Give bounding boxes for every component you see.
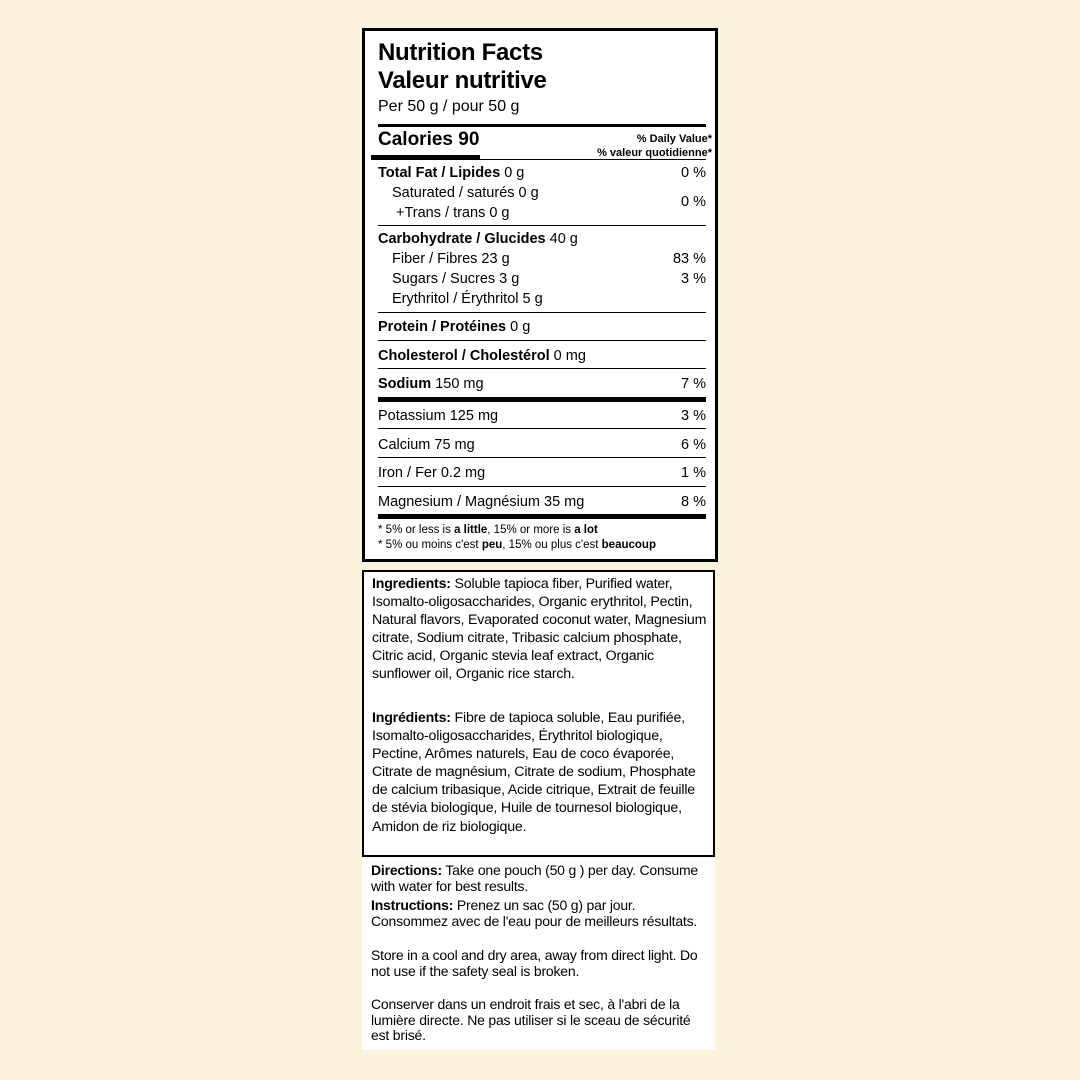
footnote-bold: beaucoup [601,539,656,551]
divider [378,368,706,369]
row-erythritol: Erythritol / Érythritol 5 g [392,291,543,307]
magnesium-pct: 8 % [681,494,706,510]
divider [378,159,706,160]
footnote-text: , 15% ou plus c'est [502,539,602,551]
thick-divider [378,514,706,519]
directions-fr [371,898,705,929]
thick-divider [378,397,706,402]
row-fiber [378,250,706,268]
directions-en [371,863,705,894]
iron-label: Iron / Fer 0.2 mg [378,465,486,481]
row-sugars [378,270,706,288]
sat-trans-pct: 0 % [681,194,706,210]
row-total-fat [378,164,706,182]
ingredients-en [372,575,707,684]
row-magnesium [378,493,706,511]
footnote-text: * 5% ou moins c'est [378,539,482,551]
footnote-bold: a lot [574,524,598,536]
directions-fr-text: Prenez un sac (50 g) par jour. Consommez avec de l'eau pour de meilleurs résultats. [371,897,698,929]
storage-fr: Conserver dans un endroit frais et sec, à l'abri de la lumière directe. Ne pas utiliser si le sceau de sécurité est brisé. [371,996,691,1044]
row-calcium [378,436,706,454]
fat-value: 0 g [504,165,525,181]
dv-en: % Daily Value* [636,133,712,145]
carb-label: Carbohydrate / Glucides [378,231,546,247]
calories: Calories 90 [378,129,480,150]
carb-value: 40 g [549,231,578,247]
divider [378,428,706,429]
fat-label: Total Fat / Lipides [378,165,501,181]
ingredients-fr-text: Fibre de tapioca soluble, Eau purifiée, Isomalto-oligosaccharides, Érythritol biologique, Pectine, Arômes naturels, Eau de coco évaporée, Citrate de magnésium, Citrate de sodium, Phosphate de calcium tribasique, Acide citrique, Extrait de feuille de stévia biologique, Huile de tournesol biologique, Amidon de riz biologique. [372,710,696,835]
row-saturated: Saturated / saturés 0 g [392,185,539,201]
row-potassium [378,407,706,425]
nutrition-title [378,39,547,95]
storage-en: Store in a cool and dry area, away from direct light. Do not use if the safety seal is broken. [371,947,698,979]
footnote-text: , 15% or more is [487,524,575,536]
ingredients-fr [372,709,707,836]
chol-label: Cholesterol / Cholestérol [378,348,550,364]
row-protein [378,318,706,336]
sodium-value: 150 mg [435,376,484,392]
row-carbohydrate [378,230,706,248]
row-trans: +Trans / trans 0 g [396,205,510,221]
title-fr: Valeur nutritive [378,67,547,94]
directions-fr-label: Instructions: [371,897,454,913]
row-cholesterol [378,347,706,365]
dv-fr: % valeur quotidienne* [597,147,712,159]
footnote-fr [378,538,656,553]
ingredients-en-label: Ingredients: [372,576,451,592]
divider [378,340,706,341]
footnote-bold: a little [454,524,488,536]
calcium-pct: 6 % [681,437,706,453]
ingredients-en-text: Soluble tapioca fiber, Purified water, Isomalto-oligosaccharides, Organic erythritol, Pectin, Natural flavors, Evaporated coconut water, Magnesium citrate, Sodium citrate, Tribasic calcium phosphate, Citric acid, Organic stevia leaf extract, Organic sunflower oil, Organic rice starch. [372,576,707,683]
directions-en-text: Take one pouch (50 g ) per day. Consume with water for best results. [371,862,699,894]
ingredients-panel [362,570,715,857]
protein-label: Protein / Protéines [378,319,507,335]
title-en: Nutrition Facts [378,39,543,66]
sugars-pct: 3 % [681,271,706,287]
footnote-text: * 5% or less is [378,524,455,536]
divider [378,457,706,458]
footnote-en [378,523,598,538]
row-sodium [378,375,706,393]
chol-value: 0 mg [553,348,586,364]
potassium-pct: 3 % [681,408,706,424]
daily-value-header [597,132,712,160]
fat-pct: 0 % [681,165,706,181]
footnote-bold: peu [481,539,503,551]
ingredients-fr-label: Ingrédients: [372,710,451,726]
iron-pct: 1 % [681,465,706,481]
protein-value: 0 g [510,319,531,335]
potassium-label: Potassium 125 mg [378,408,499,424]
divider [378,486,706,487]
directions-en-label: Directions: [371,862,442,878]
row-iron [378,464,706,482]
directions-panel [362,858,715,1050]
sugars-label: Sugars / Sucres 3 g [392,271,520,287]
divider [378,312,706,313]
nutrition-facts-panel [362,28,718,562]
fiber-label: Fiber / Fibres 23 g [392,251,510,267]
divider [378,124,706,127]
sodium-label: Sodium [378,376,432,392]
calcium-label: Calcium 75 mg [378,437,475,453]
magnesium-label: Magnesium / Magnésium 35 mg [378,494,585,510]
serving-size: Per 50 g / pour 50 g [378,98,520,115]
fiber-pct: 83 % [672,251,706,267]
sodium-pct: 7 % [681,376,706,392]
divider [378,225,706,226]
